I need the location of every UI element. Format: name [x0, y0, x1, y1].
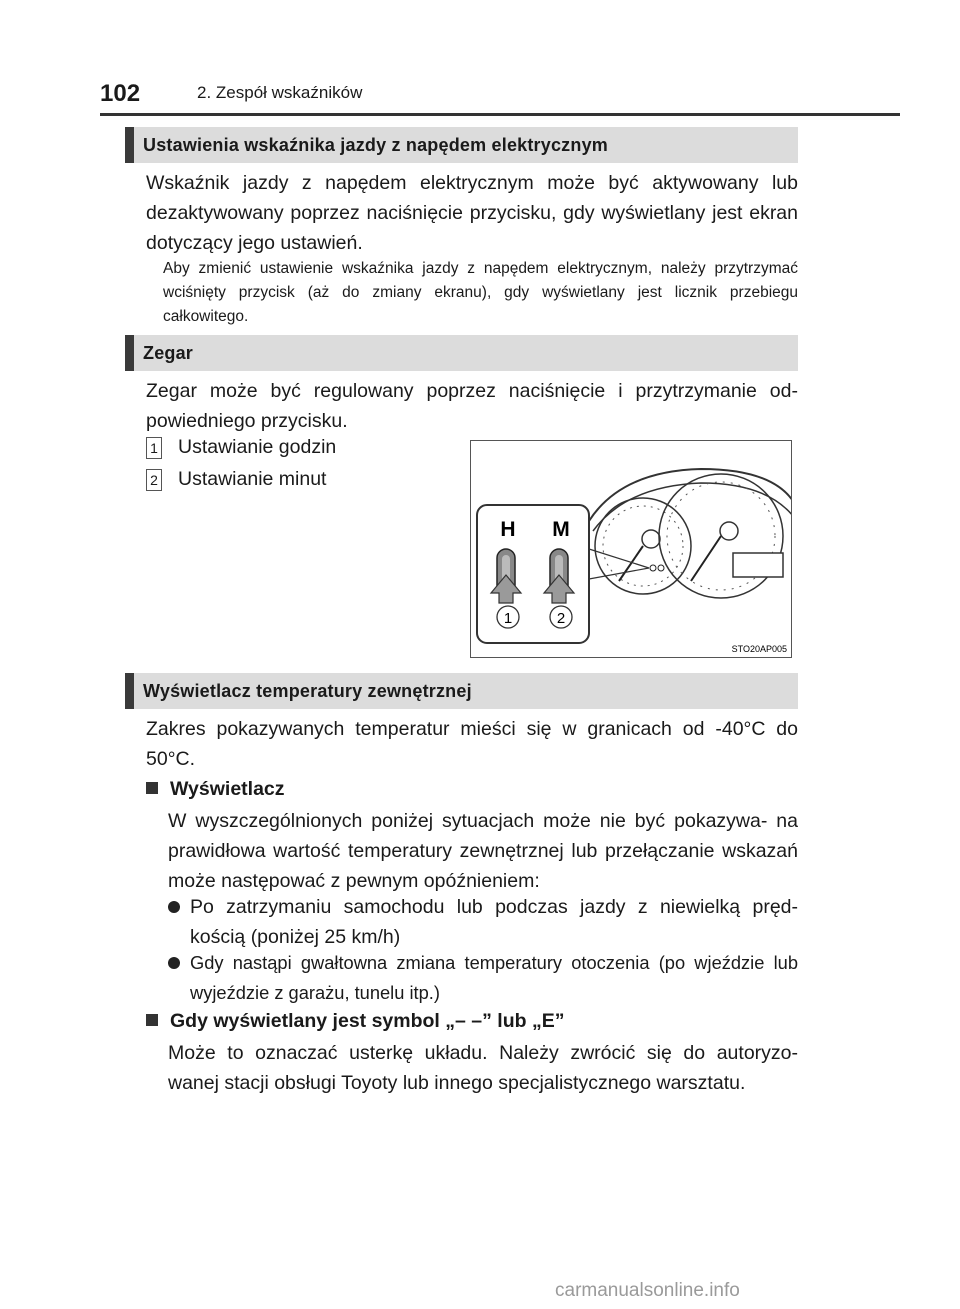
callout-2: 2: [556, 610, 566, 627]
display-paragraph: W wyszczególnionych poniżej sytuacjach może nie być pokazywa- na prawidłowa wartość temperatury zewnętrznej lub przełączanie wskazań może następować z pewnym opóźnieniem:: [168, 810, 798, 892]
square-bullet-icon: [146, 1014, 158, 1026]
ev-indicator-paragraph: Wskaźnik jazdy z napędem elektrycznym może być aktywowany lub dezaktywowany poprzez naciśnięcie przycisku, gdy wyświetlany jest ekran dotyczący jego ustawień.: [146, 172, 798, 254]
item-label: Ustawianie godzin: [178, 436, 337, 458]
list-item: [146, 468, 326, 491]
list-item: [146, 436, 336, 459]
section-header-bar: [125, 673, 134, 709]
subheading-symbol: [146, 1010, 564, 1033]
instrument-cluster-illustration: [471, 441, 792, 658]
clock-figure: [470, 440, 792, 658]
section-header-bar: [125, 335, 134, 371]
ev-indicator-note: Aby zmienić ustawienie wskaźnika jazdy z napędem elektrycznym, należy przytrzymać wciśnięty przycisk (aż do zmiany ekranu), gdy wyświetlany jest licznik przebiegu całkowitego.: [163, 260, 798, 325]
subheading-text: Gdy wyświetlany jest symbol „– –” lub „E”: [170, 1010, 565, 1032]
list-item: [168, 948, 798, 1008]
section-title: Ustawienia wskaźnika jazdy z napędem elektrycznym: [143, 135, 608, 155]
list-item: [168, 892, 798, 952]
section-title: Zegar: [143, 343, 194, 363]
page-number: 102: [100, 80, 141, 107]
round-bullet-icon: [168, 901, 180, 913]
subheading-text: Wyświetlacz: [170, 778, 285, 800]
section-header-bar: [125, 127, 134, 163]
section-title: Wyświetlacz temperatury zewnętrznej: [143, 681, 472, 701]
item-label: Ustawianie minut: [178, 468, 327, 490]
header-rule: [100, 113, 900, 116]
chapter-title: 2. Zespół wskaźników: [197, 83, 363, 102]
clock-paragraph: Zegar może być regulowany poprzez naciśnięcie i przytrzymanie od- powiedniego przycisku.: [146, 380, 798, 432]
round-bullet-icon: [168, 957, 180, 969]
minute-button-label: M: [552, 518, 570, 541]
section-header-ev-indicator: [125, 127, 798, 163]
section-header-outside-temp: [125, 673, 798, 709]
subheading-display: [146, 778, 285, 801]
section-header-clock: [125, 335, 798, 371]
item-number: 1: [146, 437, 162, 459]
hour-button-label: H: [500, 518, 516, 541]
bullet-text: Po zatrzymaniu samochodu lub podczas jazdy z niewielką pręd- kością (poniżej 25 km/h): [190, 896, 798, 948]
bullet-text: Gdy nastąpi gwałtowna zmiana temperatury otoczenia (po wjeździe lub wyjeździe z garażu, tunelu itp.): [190, 952, 798, 1003]
watermark: carmanualsonline.info: [555, 1280, 740, 1301]
symbol-paragraph: Może to oznaczać usterkę układu. Należy zwrócić się do autoryzo- wanej stacji obsługi Toyoty lub innego specjalistycznego warsztatu.: [168, 1042, 798, 1094]
square-bullet-icon: [146, 782, 158, 794]
temp-range-paragraph: Zakres pokazywanych temperatur mieści się w granicach od -40°C do 50°C.: [146, 718, 798, 770]
callout-1: 1: [503, 610, 513, 627]
figure-code: STO20AP005: [731, 644, 787, 654]
item-number: 2: [146, 469, 162, 491]
